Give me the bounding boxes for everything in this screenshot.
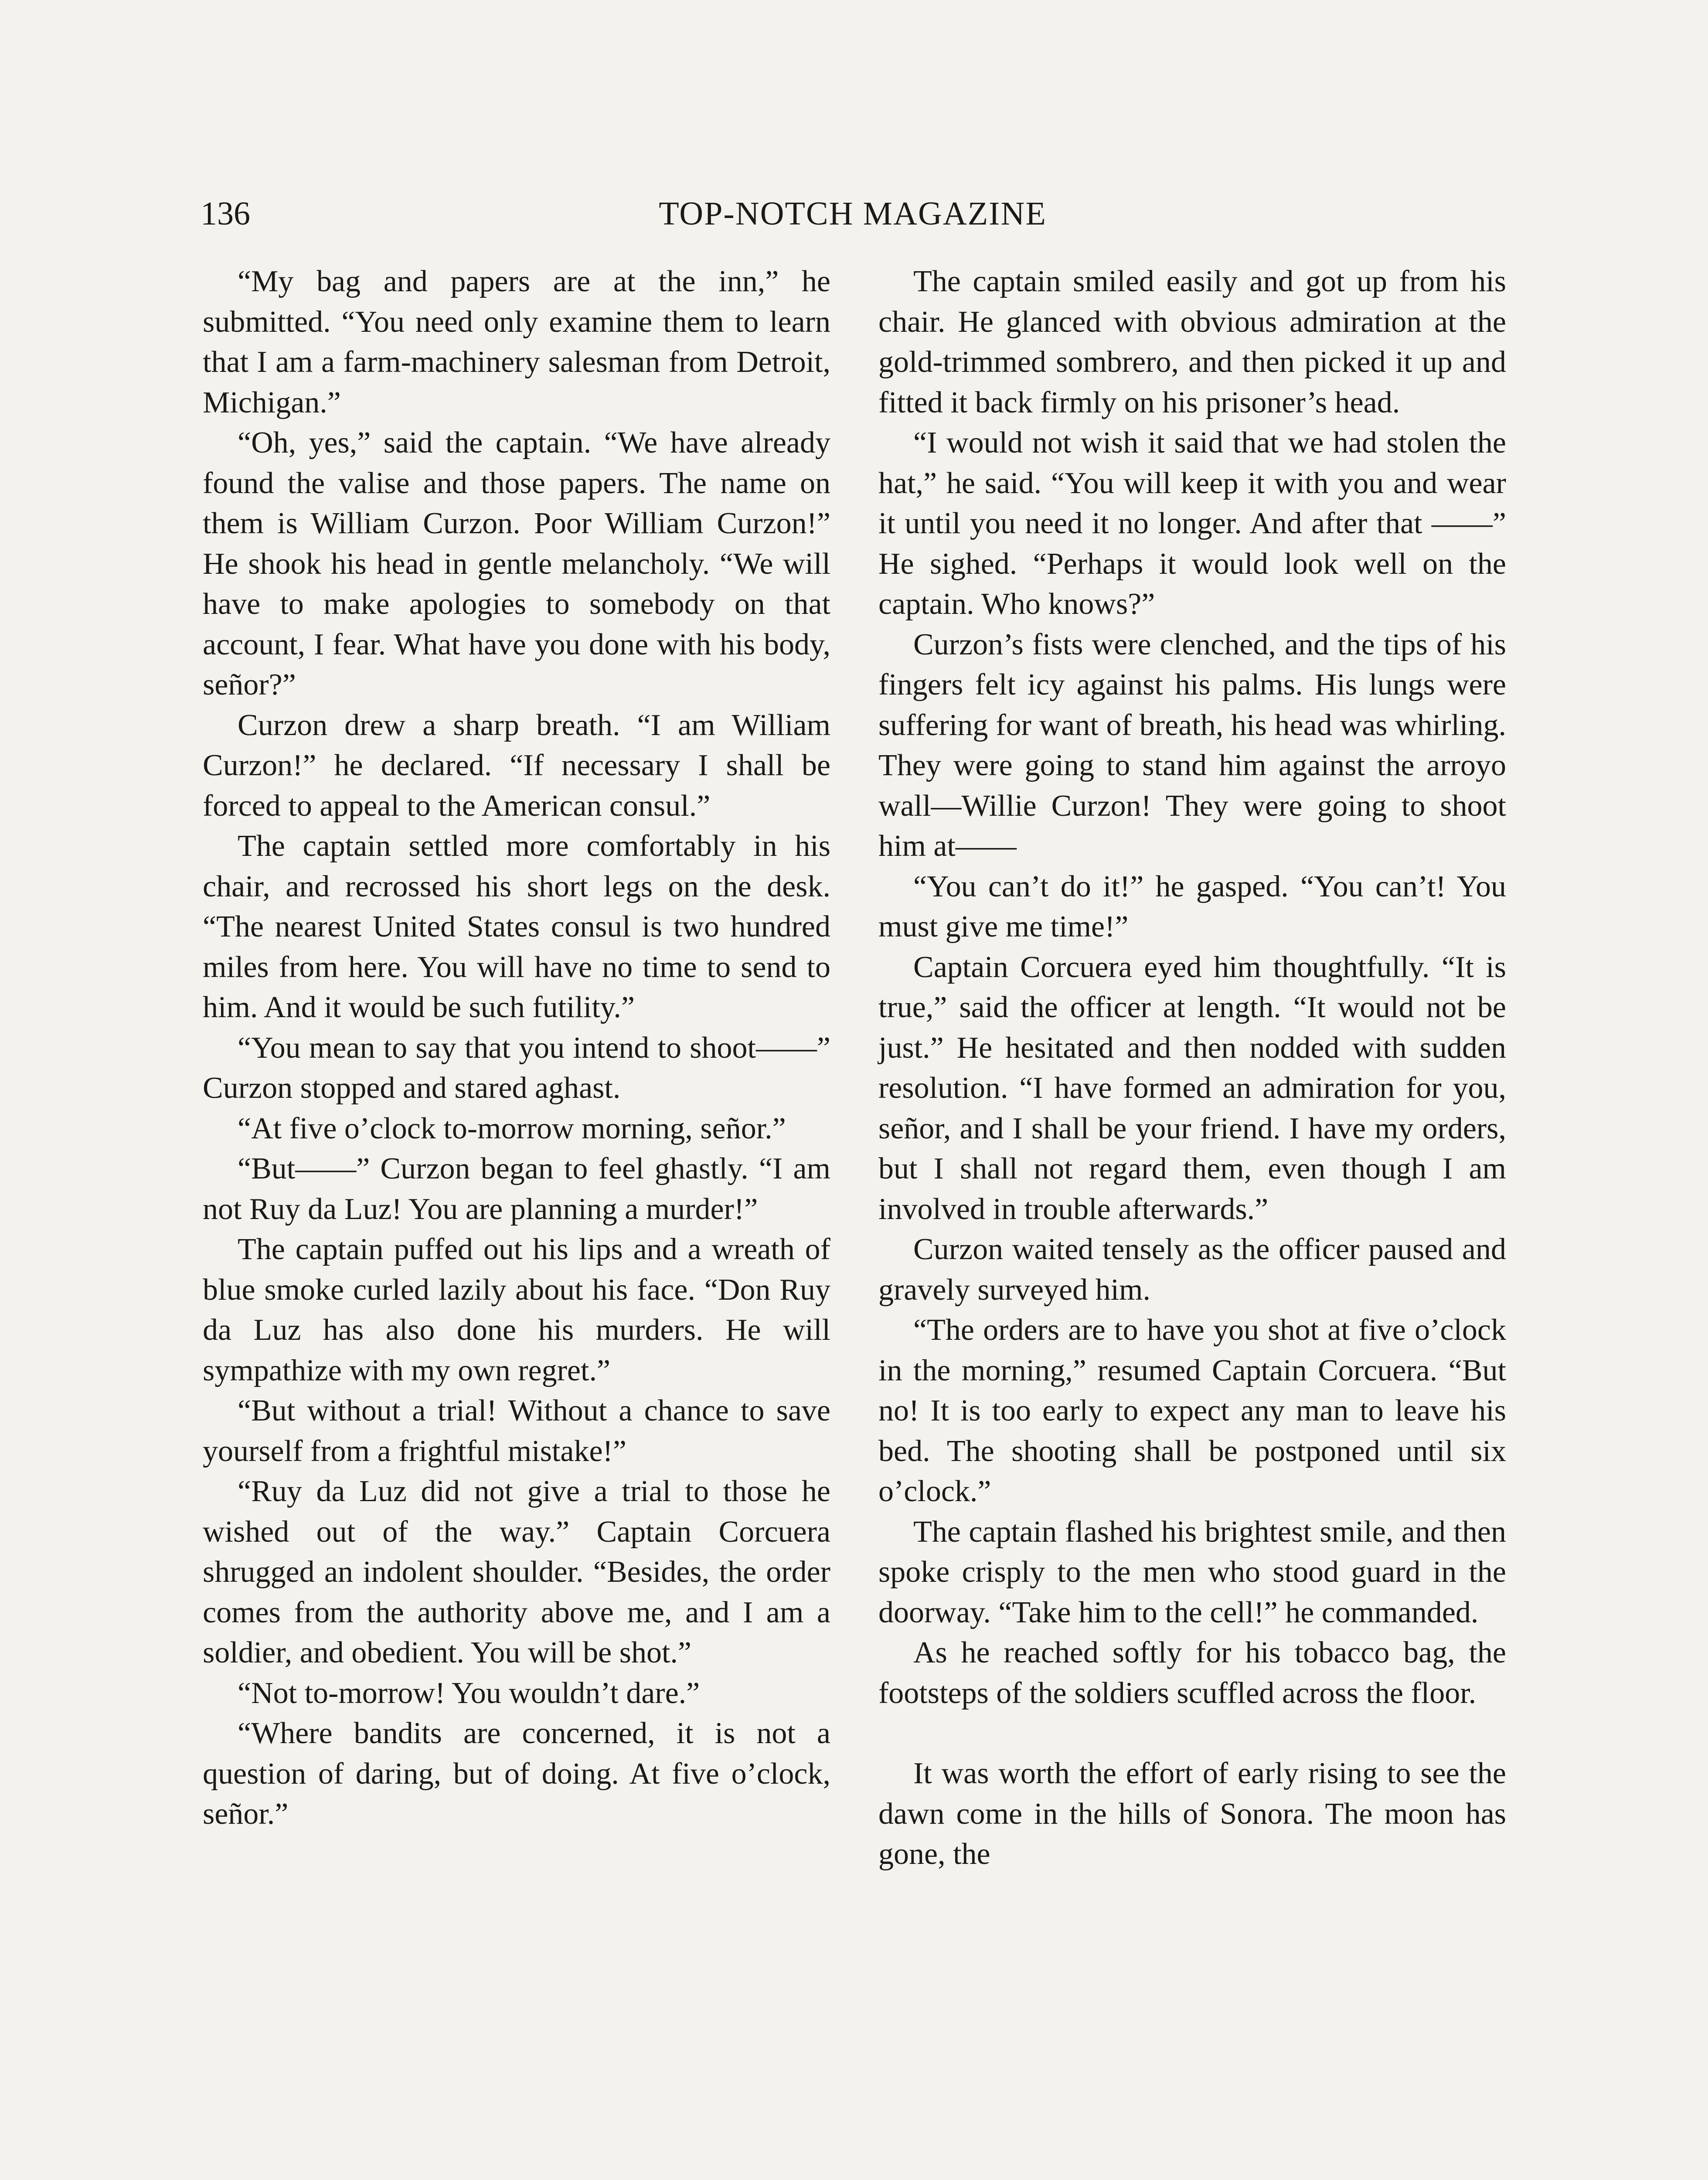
paragraph: As he reached softly for his tobacco bag, the footsteps of the soldiers scuffled across the floor. [878, 1636, 1506, 1710]
paragraph: “Ruy da Luz did not give a trial to those he wished out of the way.” Captain Corcuera shrugged an indolent shoulder. “Besides, the order comes from the authority above me, and I am a soldier, and obedient. You will be shot.” [203, 1475, 830, 1669]
section-start-paragraph: It was worth the effort of early rising to see the dawn come in the hills of Sonora. The moon has gone, the [878, 1757, 1506, 1871]
paragraph: The captain flashed his brightest smile, and then spoke crisply to the men who stood guard in the doorway. “Take him to the cell!” he commanded. [878, 1515, 1506, 1629]
right-column [878, 262, 1506, 1875]
running-head: TOP-NOTCH MAGAZINE [659, 195, 1047, 232]
paragraph: “The orders are to have you shot at five o’clock in the morning,” resumed Captain Corcuera. “But no! It is too early to expect any man to leave his bed. The shooting shall be postponed until six o’clock.” [878, 1313, 1506, 1508]
paragraph: Captain Corcuera eyed him thoughtfully. “It is true,” said the officer at length. “It would not be just.” He hesitated and then nodded with sudden resolution. “I have formed an admiration for you, señor, and I shall be your friend. I have my orders, but I shall not regard them, even though I am involved in trouble afterwards.” [878, 950, 1506, 1226]
paragraph: “Where bandits are concerned, it is not a question of daring, but of doing. At five o’clock, señor.” [203, 1717, 830, 1831]
paragraph: “Not to-morrow! You wouldn’t dare.” [238, 1676, 700, 1710]
paragraph: The captain puffed out his lips and a wreath of blue smoke curled lazily about his face. “Don Ruy da Luz has also done his murders. He will sympathize with my own regret.” [203, 1233, 830, 1387]
paragraph: Curzon drew a sharp breath. “I am William Curzon!” he declared. “If necessary I shall be forced to appeal to the American consul.” [203, 708, 830, 823]
paragraph: “But without a trial! Without a chance to save yourself from a frightful mistake!” [203, 1394, 830, 1468]
paragraph: The captain smiled easily and got up from his chair. He glanced with obvious admiration at the gold-trimmed sombrero, and then picked it up and fitted it back firmly on his prisoner’s head. [878, 265, 1506, 419]
left-column [203, 262, 830, 1835]
paragraph: “Oh, yes,” said the captain. “We have already found the valise and those papers. The name on them is William Curzon. Poor William Curzon!” He shook his head in gentle melancholy. “We will have to make apologies to somebody on that account, I fear. What have you done with his body, señor?” [203, 426, 830, 702]
paragraph: “I would not wish it said that we had stolen the hat,” he said. “You will keep it with you and wear it until you need it no longer. And after that ——” He sighed. “Perhaps it would look well on the captain. Who knows?” [878, 426, 1506, 621]
paragraph: The captain settled more comfortably in his chair, and recrossed his short legs on the desk. “The nearest United States consul is two hundred miles from here. You will have no time to send to him. And it would be such futility.” [203, 829, 830, 1024]
paragraph: “You mean to say that you intend to shoot——” Curzon stopped and stared aghast. [203, 1031, 830, 1105]
paragraph: “You can’t do it!” he gasped. “You can’t! You must give me time!” [878, 869, 1506, 944]
paragraph: Curzon’s fists were clenched, and the tips of his fingers felt icy against his palms. His lungs were suffering for want of breath, his head was whirling. They were going to stand him against the arroyo wall—Willie Curzon! They were going to shoot him at—— [878, 627, 1506, 863]
page-header [201, 187, 1505, 240]
paragraph: “But——” Curzon began to feel ghastly. “I am not Ruy da Luz! You are planning a murder!” [203, 1152, 830, 1226]
paragraph: “At five o’clock to-morrow morning, señor.” [238, 1111, 786, 1145]
paragraph: “My bag and papers are at the inn,” he submitted. “You need only examine them to learn that I am a farm-machinery salesman from Detroit, Michigan.” [203, 265, 830, 419]
page-number: 136 [201, 195, 250, 232]
paragraph: Curzon waited tensely as the officer paused and gravely surveyed him. [878, 1233, 1506, 1307]
